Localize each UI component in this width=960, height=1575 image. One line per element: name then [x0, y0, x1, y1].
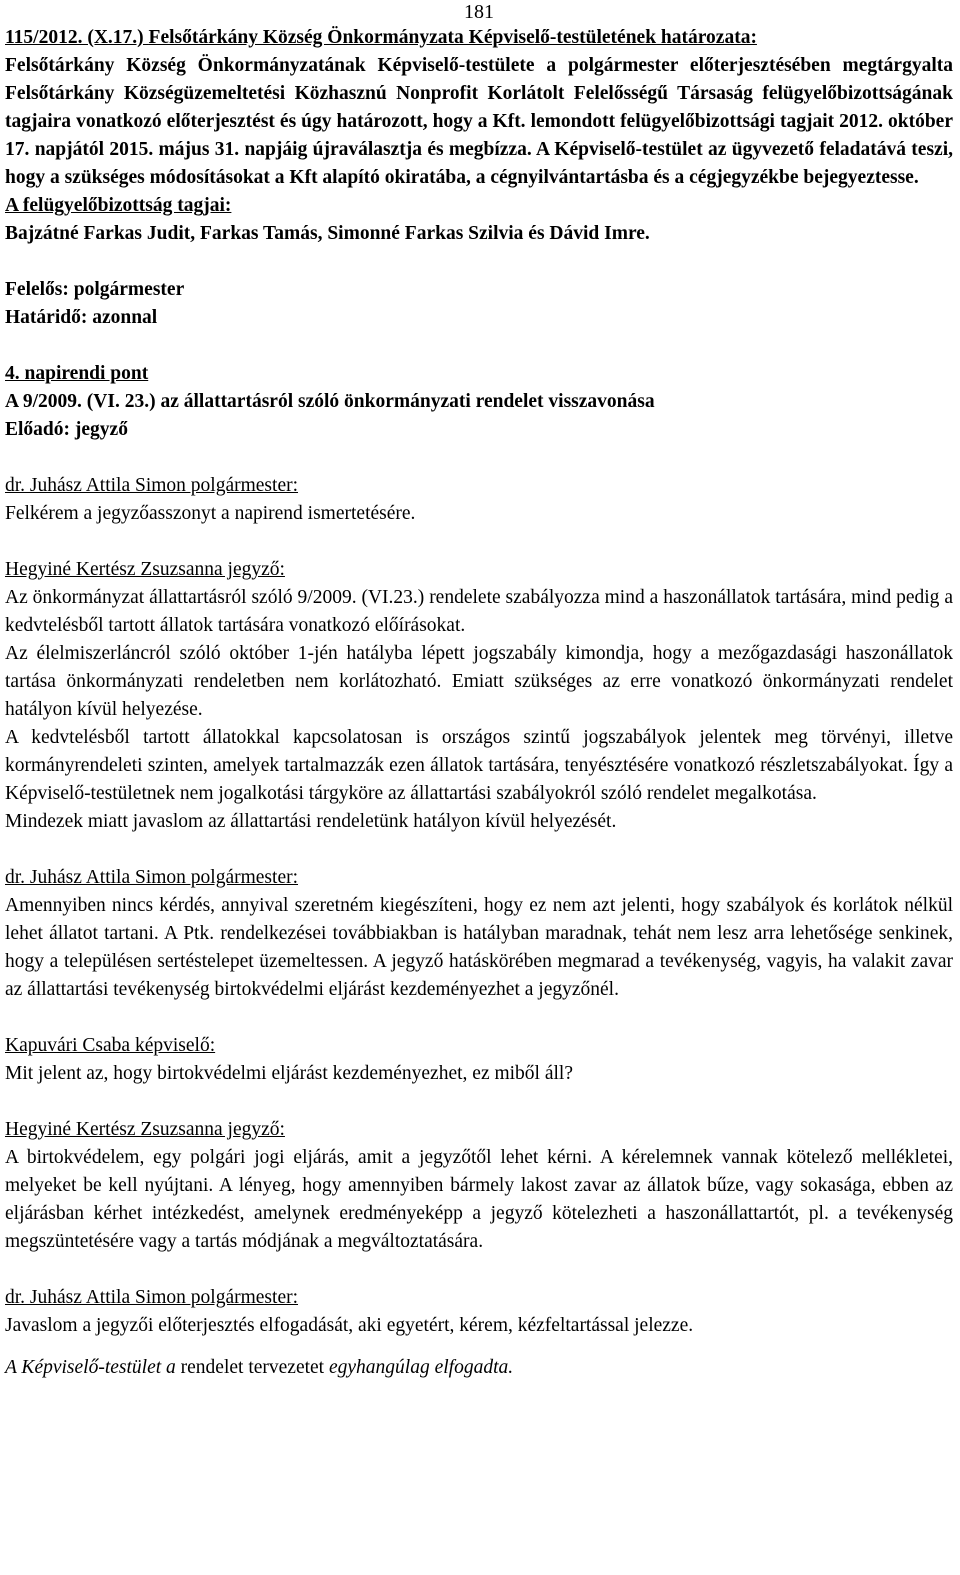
document-page [5, 0, 953, 1382]
resolution-heading [5, 24, 953, 52]
deadline-line: Határidő: azonnal [5, 307, 158, 328]
outcome-part-1: A Képviselő-testület a [5, 1357, 176, 1378]
resolution-title: Felsőtárkány Község Önkormányzata Képviselő-testületének határozata: [148, 27, 757, 48]
speech-paragraph: Javaslom a jegyzői előterjesztés elfogadását, aki egyetért, kérem, kézfeltartással jelezze. [5, 1315, 694, 1336]
speaker-name: Kapuvári Csaba képviselő: [5, 1035, 216, 1056]
vote-outcome [5, 1354, 953, 1382]
speech-2 [5, 556, 953, 836]
speech-paragraph: A kedvtelésből tartott állatokkal kapcsolatosan is országos szintű jogszabályok jelentek meg törvényi, illetve kormányrendeleti szinten, amelyek tartalmazzák ezen állatok tartására, tenyésztésére vonatkozó részletszabályokat. Így a Képviselő-testületnek nem jogalkotási tárgyköre az állattartási szabályokról szóló rendelet megalkotása. [5, 727, 953, 804]
agenda-presenter: Előadó: jegyző [5, 419, 128, 440]
speech-paragraph: Az élelmiszerláncról szóló október 1-jén hatályba lépett jogszabály kimondja, hogy a mezőgazdasági haszonállatok tartása önkormányzati rendeletben nem korlátozható. Emiatt szükséges az erre vonatkozó önkormányzati rendelet hatályon kívül helyezése. [5, 643, 953, 720]
speaker-name: dr. Juhász Attila Simon polgármester: [5, 1287, 299, 1308]
speech-paragraph: Felkérem a jegyzőasszonyt a napirend ismertetésére. [5, 503, 416, 524]
speaker-name: dr. Juhász Attila Simon polgármester: [5, 867, 299, 888]
speech-4 [5, 1032, 953, 1088]
resolution-block [5, 24, 953, 332]
speaker-name: Hegyiné Kertész Zsuzsanna jegyző: [5, 559, 285, 580]
speech-paragraph: A birtokvédelem, egy polgári jogi eljárás, amit a jegyzőtől lehet kérni. A kérelemnek vannak kötelező mellékletei, melyeket be kell nyújtani. A lényeg, hogy amennyiben bármely lakost zavar az állatok bűze, vagy sokasága, ebben az eljárásban kérhet intézkedést, amelynek eredményeképp a jegyző kötelezheti a haszonállattartót, pl. a tevékenység megszüntetésére vagy a tartás módjának a megváltoztatására. [5, 1147, 953, 1252]
members-label: A felügyelőbizottság tagjai: [5, 195, 232, 216]
outcome-part-3: egyhangúlag elfogadta. [328, 1357, 514, 1378]
responsible-line: Felelős: polgármester [5, 279, 185, 300]
speech-5 [5, 1116, 953, 1256]
speech-paragraph: Az önkormányzat állattartásról szóló 9/2009. (VI.23.) rendelete szabályozza mind a haszonállatok tartására, mind pedig a kedvtelésből tartott állatok tartására vonatkozó előírásokat. [5, 587, 953, 636]
resolution-number: 115/2012. (X.17.) [5, 27, 149, 48]
agenda-point: 4. napirendi pont [5, 363, 149, 384]
page-number: 181 [464, 1, 494, 23]
speech-paragraph: Mit jelent az, hogy birtokvédelmi eljárást kezdeményezhet, ez miből áll? [5, 1063, 573, 1084]
speech-6 [5, 1284, 953, 1340]
speech-3 [5, 864, 953, 1004]
resolution-body: Felsőtárkány Község Önkormányzatának Képviselő-testülete a polgármester előterjesztésében megtárgyalta Felsőtárkány Községüzemeltetési Közhasznú Nonprofit Korlátolt Felelősségű Társaság felügyelőbizottságának tagjaira vonatkozó előterjesztést és úgy határozott, hogy a Kft. lemondott felügyelőbizottsági tagjait 2012. október 17. napjától 2015. május 31. napjáig újraválasztja és megbízza. A Képviselő-testület az ügyvezető feladatává teszi, hogy a szükséges módosításokat a Kft alapító okiratába, a cégnyilvántartásba és a cégjegyzékbe bejegyeztesse. [5, 55, 953, 188]
speech-paragraph: Mindezek miatt javaslom az állattartási rendeletünk hatályon kívül helyezését. [5, 811, 617, 832]
speech-1 [5, 472, 953, 528]
agenda-title: A 9/2009. (VI. 23.) az állattartásról szóló önkormányzati rendelet visszavonása [5, 391, 655, 412]
speaker-name: Hegyiné Kertész Zsuzsanna jegyző: [5, 1119, 285, 1140]
outcome-part-2: rendelet tervezetet [175, 1357, 329, 1378]
members-list: Bajzátné Farkas Judit, Farkas Tamás, Simonné Farkas Szilvia és Dávid Imre. [5, 223, 650, 244]
speech-paragraph: Amennyiben nincs kérdés, annyival szeretném kiegészíteni, hogy ez nem azt jelenti, hogy szabályok és korlátok nélkül lehet állatot tartani. A Ptk. rendelkezései továbbiakban is hatályban maradnak, tehát nem lesz arra lehetősége senkinek, hogy a településen sertéstelepet üzemeltessen. A jegyző hatáskörében megmarad a tevékenység, vagyis, ha valakit zavar az állattartási tevékenység birtokvédelmi eljárást kezdeményezhet a jegyzőnél. [5, 895, 953, 1000]
speaker-name: dr. Juhász Attila Simon polgármester: [5, 475, 299, 496]
agenda-block [5, 360, 953, 444]
